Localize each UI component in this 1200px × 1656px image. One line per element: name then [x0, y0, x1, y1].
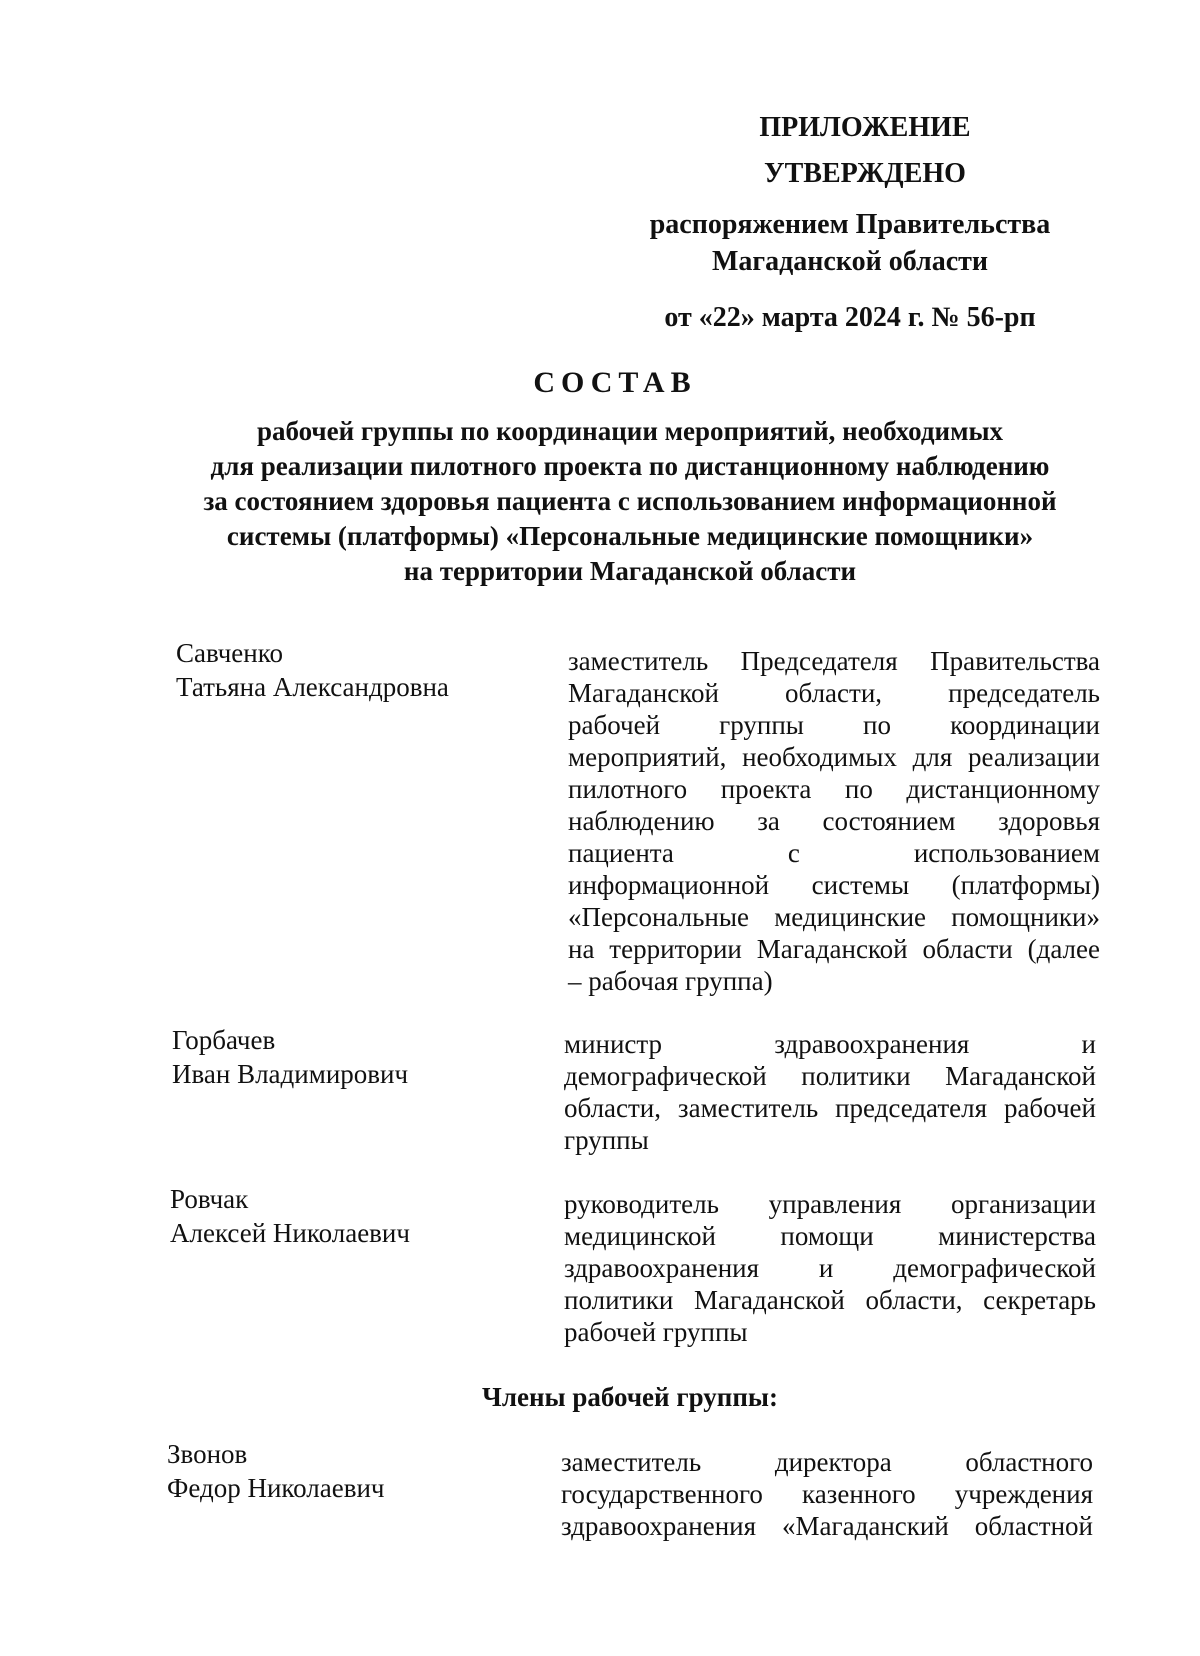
role-line: политики Магаданской области, секретарь [564, 1285, 1096, 1315]
member-name [167, 1437, 385, 1505]
members-heading: Члены рабочей группы: [482, 1382, 778, 1412]
role-line: мероприятий, необходимых для реализации [568, 742, 1100, 772]
approval-authority-line1: распоряжением Правительства [649, 209, 1051, 240]
role-line: информационной системы (платформы) [568, 870, 1100, 900]
member-role [561, 1446, 1093, 1542]
member-surname: Савченко [176, 638, 283, 668]
role-line: здравоохранения «Магаданский областной [561, 1511, 1093, 1541]
member-name [170, 1182, 410, 1250]
role-line: на территории Магаданской области (далее [568, 934, 1100, 964]
member-given-name: Татьяна Александровна [176, 672, 449, 702]
member-given-name: Федор Николаевич [167, 1473, 385, 1503]
approved-label: УТВЕРЖДЕНО [764, 158, 966, 189]
role-line: заместитель директора областного [561, 1447, 1093, 1477]
member-surname: Звонов [167, 1439, 248, 1469]
role-line: области, заместитель председателя рабочей [564, 1093, 1096, 1123]
role-line: здравоохранения и демографической [564, 1253, 1096, 1283]
member-name [172, 1023, 408, 1091]
role-line: – рабочая группа) [568, 966, 773, 996]
approval-block [620, 108, 1080, 338]
role-line: министр здравоохранения и [564, 1029, 1096, 1059]
subtitle-line: на территории Магаданской области [403, 556, 857, 586]
subtitle-line: рабочей группы по координации мероприятий, необходимых [256, 416, 1004, 446]
member-surname: Горбачев [172, 1025, 276, 1055]
role-line: наблюдению за состоянием здоровья [568, 806, 1100, 836]
role-line: медицинской помощи министерства [564, 1221, 1096, 1251]
role-line: пилотного проекта по дистанционному [568, 774, 1100, 804]
appendix-label: ПРИЛОЖЕНИЕ [759, 112, 971, 143]
subtitle-line: системы (платформы) «Персональные медицинские помощники» [226, 521, 1034, 551]
member-given-name: Иван Владимирович [172, 1059, 409, 1089]
role-line: демографической политики Магаданской [564, 1061, 1096, 1091]
member-name [176, 636, 449, 704]
role-line: пациента с использованием [568, 838, 1100, 868]
subtitle-line: для реализации пилотного проекта по дистанционному наблюдению [210, 451, 1050, 481]
member-given-name: Алексей Николаевич [170, 1218, 410, 1248]
member-role [564, 1188, 1096, 1348]
subtitle-line: за состоянием здоровья пациента с использованием информационной [203, 486, 1057, 516]
role-line: рабочей группы по координации [568, 710, 1100, 740]
role-line: группы [564, 1125, 649, 1155]
role-line: «Персональные медицинские помощники» [568, 902, 1100, 932]
approval-authority-line2: Магаданской области [711, 246, 989, 277]
role-line: рабочей группы [564, 1317, 748, 1347]
role-line: руководитель управления организации [564, 1189, 1096, 1219]
approval-date: от «22» марта 2024 г. № 56-рп [664, 302, 1036, 333]
role-line: заместитель Председателя Правительства [568, 646, 1100, 676]
member-role [568, 645, 1100, 997]
member-role [564, 1028, 1096, 1156]
member-surname: Ровчак [170, 1184, 249, 1214]
document-title: СОСТАВ [533, 366, 697, 399]
document-subtitle [140, 414, 1120, 589]
role-line: Магаданской области, председатель [568, 678, 1100, 708]
role-line: государственного казенного учреждения [561, 1479, 1093, 1509]
